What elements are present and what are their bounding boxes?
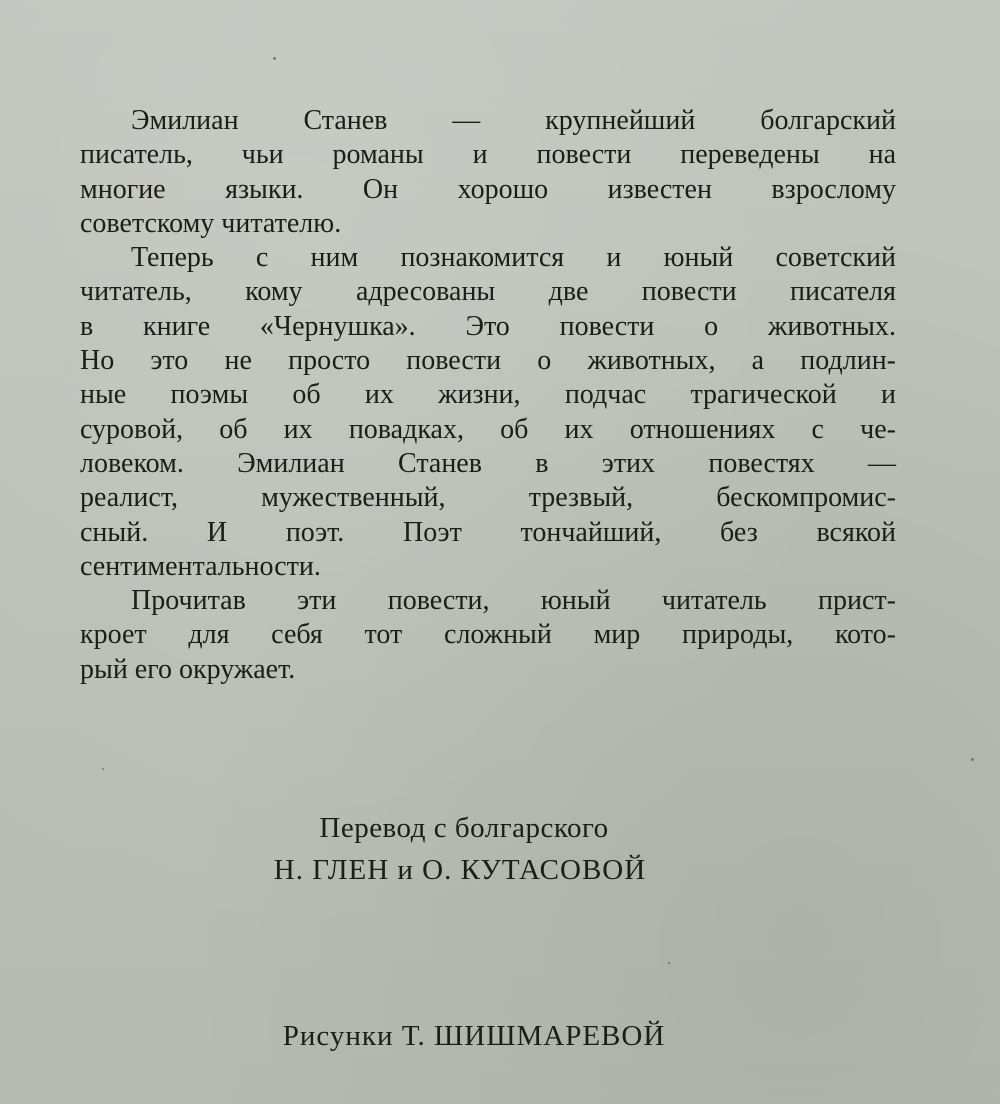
text-line: рый его окружает. <box>80 653 296 685</box>
text-line: суровой, об их повадках, об их отношениях с че- <box>80 413 896 445</box>
translators-names: Н. ГЛЕН и О. КУТАСОВОЙ <box>273 854 647 886</box>
annotation-paragraph-3 <box>80 584 896 687</box>
text-line: Теперь с ним познакомится и юный советский <box>131 242 896 274</box>
text-line: Прочитав эти повести, юный читатель прист- <box>131 585 896 617</box>
translation-label: Перевод с болгарского <box>319 812 609 844</box>
text-line: Эмилиан Станев — крупнейший болгарский <box>131 105 896 136</box>
text-line: писатель, чьи романы и повести переведены на <box>80 139 896 171</box>
text-line: ные поэмы об их жизни, подчас трагической и <box>80 379 896 411</box>
text-line: кроет для себя тот сложный мир природы, кото- <box>80 619 896 651</box>
text-line: реалист, мужественный, трезвый, бескомпромис- <box>80 482 896 514</box>
text-line: сентиментальности. <box>80 550 321 582</box>
text-line: советскому читателю. <box>80 207 342 239</box>
paper-speck <box>102 768 104 770</box>
paper-speck <box>971 758 974 761</box>
paper-speck <box>273 57 276 60</box>
text-line: сный. И поэт. Поэт тончайший, без всякой <box>80 516 896 548</box>
illustrations-credit: Рисунки Т. ШИШМАРЕВОЙ <box>282 1020 666 1052</box>
text-line: ловеком. Эмилиан Станев в этих повестях — <box>80 447 896 479</box>
text-line: Но это не просто повести о животных, а подлин- <box>80 345 896 377</box>
text-line: читатель, кому адресованы две повести писателя <box>80 276 896 308</box>
text-line: в книге «Чернушка». Это повести о животных. <box>80 310 896 342</box>
book-annotation <box>80 104 896 687</box>
text-line: многие языки. Он хорошо известен взрослому <box>80 173 896 205</box>
annotation-paragraph-2 <box>80 241 896 584</box>
paper-speck <box>668 962 670 964</box>
annotation-paragraph-1 <box>80 104 896 241</box>
